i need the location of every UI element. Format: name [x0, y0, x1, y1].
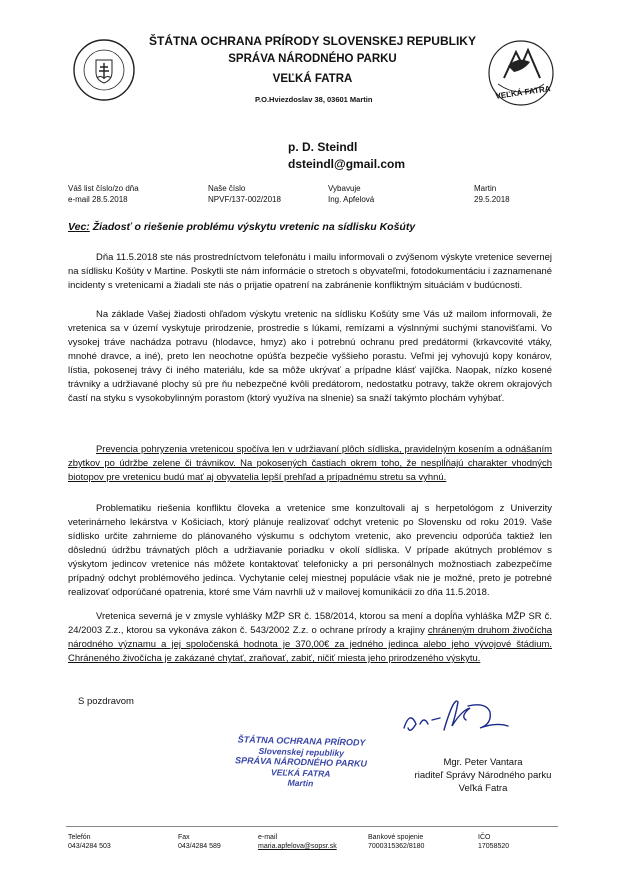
ref-label: Martin: [474, 184, 497, 193]
ref-label: Vybavuje: [328, 184, 361, 193]
official-stamp: [211, 734, 390, 791]
stamp-line: ŠTÁTNA OCHRANA PRÍRODY: [237, 734, 366, 748]
recipient-email: dsteindl@gmail.com: [288, 157, 406, 171]
ref-place-date: [474, 184, 510, 205]
org-address: P.O.Hviezdoslav 38, 03601 Martin: [255, 95, 373, 104]
recipient-name: p. D. Steindl: [288, 140, 358, 154]
footer-ico: [478, 833, 509, 851]
ref-our-number: [208, 184, 281, 205]
org-subunit: SPRÁVA NÁRODNÉHO PARKU: [228, 53, 397, 65]
footer-value: 17058520: [478, 843, 510, 850]
subject-text: Žiadosť o riešenie problému výskytu vretenic na sídlisku Košúty: [92, 221, 416, 233]
stamp-line: Martin: [287, 777, 314, 789]
footer-phone: [68, 833, 111, 851]
ref-value: e-mail 28.5.2018: [68, 195, 128, 204]
ref-your-letter: [68, 184, 139, 205]
signatory-park: Veľká Fatra: [458, 783, 508, 794]
paragraph-3: Prevencia pohryzenia vretenicou spočíva len v udržiavaní plôch sídliska, pravidelným kosením a odnášaním zbytkov po údržbe zelene či trávnikov. Na pokosených častiach okrem toho, že nesplĺňajú charakter vhodných biotopov pre vretenicu budú mať aj obyvatelia lepší prehľad a prípadnému stretu sa vyhnú.: [68, 444, 552, 483]
footer-label: e-mail: [258, 834, 278, 841]
ref-value: 29.5.2018: [474, 195, 510, 204]
ref-value: NPVF/137-002/2018: [208, 195, 281, 204]
ref-label: Naše číslo: [208, 184, 246, 193]
paragraph-5: Vretenica severná je v zmysle vyhlášky MŽP SR č. 158/2014, ktorou sa mení a dopĺňa vyhláška MŽP SR č. 24/2003 Z.z., ktorou sa vykonáva zákon č. 543/2002 Z.z. o ochrane prírody a krajiny chráneným druhom živočícha národného významu a jej spoločenská hodnota je 370,00€ za jedného jedinca alebo jeho vývojové štádium. Chráneného živočícha je zakázané chytať, zraňovať, zabiť, ničiť miesta jeho prirodzeného výskytu.: [68, 611, 552, 664]
footer-divider: [66, 826, 558, 827]
closing: S pozdravom: [78, 696, 134, 707]
paragraph-4: Problematiku riešenia konfliktu človeka a vretenice sme konzultovali aj s herpetológom z Univerzity veterinárneho lekárstva v Košiciach, ktorý plánuje realizovať odchyt vretenic po Slovensku od roku 2019. Vaše sídlisko určite zahrnieme do plánovaného výskumu s odchytom vretenic, ako prevenciu odporúča taktiež len dôslednú údržbu trávnatých plôch a udržiavanie poriadku v okolí sídliska. V prípade akútnych problémov s výskytom jedincov vretenice nás môžete kontaktovať telefonicky a pri personálnych možnostiach zabezpečíme prípadný odchyt problémového jedinca. Vychytanie celej miestnej populácie však nie je možné, preto je potrebné realizovať odporúčané opatrenia, ktoré sme Vám navrhli už v mailovej komunikácii zo dňa 11.5.2018.: [68, 503, 552, 598]
paragraph-1: Dňa 11.5.2018 ste nás prostredníctvom telefonátu i mailu informovali o zvýšenom výskyte vretenice severnej na sídlisku Košúty v Martine. Poskytli ste nám informácie o stretoch s obyvateľmi, fotodokumentáciu i zaznamenané incidenty s vretenicami a žiadali ste nás o prijatie opatrení na zabránenie konfliktným situáciám v budúcnosti.: [68, 252, 552, 291]
footer-label: Fax: [178, 834, 190, 841]
footer-label: Telefón: [68, 834, 91, 841]
footer-label: IČO: [478, 834, 491, 841]
footer-value: maria.apfelova@sopsr.sk: [258, 843, 337, 850]
ref-value: Ing. Apfelová: [328, 195, 375, 204]
signatory-block: [408, 756, 558, 795]
park-name: VEĽKÁ FATRA: [272, 73, 353, 85]
org-name: ŠTÁTNA OCHRANA PRÍRODY SLOVENSKEJ REPUBLIKY: [149, 34, 476, 48]
subject-line: [68, 221, 415, 233]
signatory-name: Mgr. Peter Vantara: [443, 757, 523, 768]
ref-handled-by: [328, 184, 374, 205]
ref-label: Váš list číslo/zo dňa: [68, 184, 139, 193]
signatory-title: riaditeľ Správy Národného parku: [414, 770, 552, 781]
subject-label: Vec:: [68, 221, 90, 233]
footer-value: 043/4284 503: [68, 843, 111, 850]
stamp-line: SPRÁVA NÁRODNÉHO PARKU: [234, 755, 368, 769]
footer-value: 7000315362/8180: [368, 843, 425, 850]
logo-text: VEĽKÁ FATRA: [494, 84, 552, 101]
stamp-line: VEĽKÁ FATRA: [270, 766, 331, 779]
footer-email: [258, 833, 337, 851]
footer-fax: [178, 833, 221, 851]
footer-label: Bankové spojenie: [368, 834, 424, 841]
footer-value: 043/4284 589: [178, 843, 221, 850]
handwritten-signature: [398, 694, 528, 747]
paragraph-2: Na základe Vašej žiadosti ohľadom výskytu vretenic na sídlisku Košúty sme Vás už mailom informovali, že vretenica sa v území vyskytuje prirodzenie, prostredie s lúkami, remízami a výslnnými suchými stanovišťami. Vo vysokej tráve nachádza potravu (hlodavce, hmyz) ako i potrebnú ochranu pred predátormi (krkavcovité vtáky, mnohé dravce, a iné), preto len neochotne opúšťa bezpečie vyššieho porastu. Veľmi jej vyhovujú kopy konárov, lístia, pokosenej trávy či iného materiálu, kde sa môže ukrývať a prípadne klásť vajíčka. Naopak, nízko kosené trávniky a udržiavané plochy sú pre ňu nebezpečné kvôli predátorom, nedostatku potravy, takže okrem okrajových častí na styku s vysokobylinným porastom (ktorý využíva na slnenie) sa snaží takýmto plochám vyhýbať.: [68, 309, 552, 404]
stamp-line: Slovenskej republiky: [258, 745, 345, 758]
footer-bank: [368, 833, 424, 851]
